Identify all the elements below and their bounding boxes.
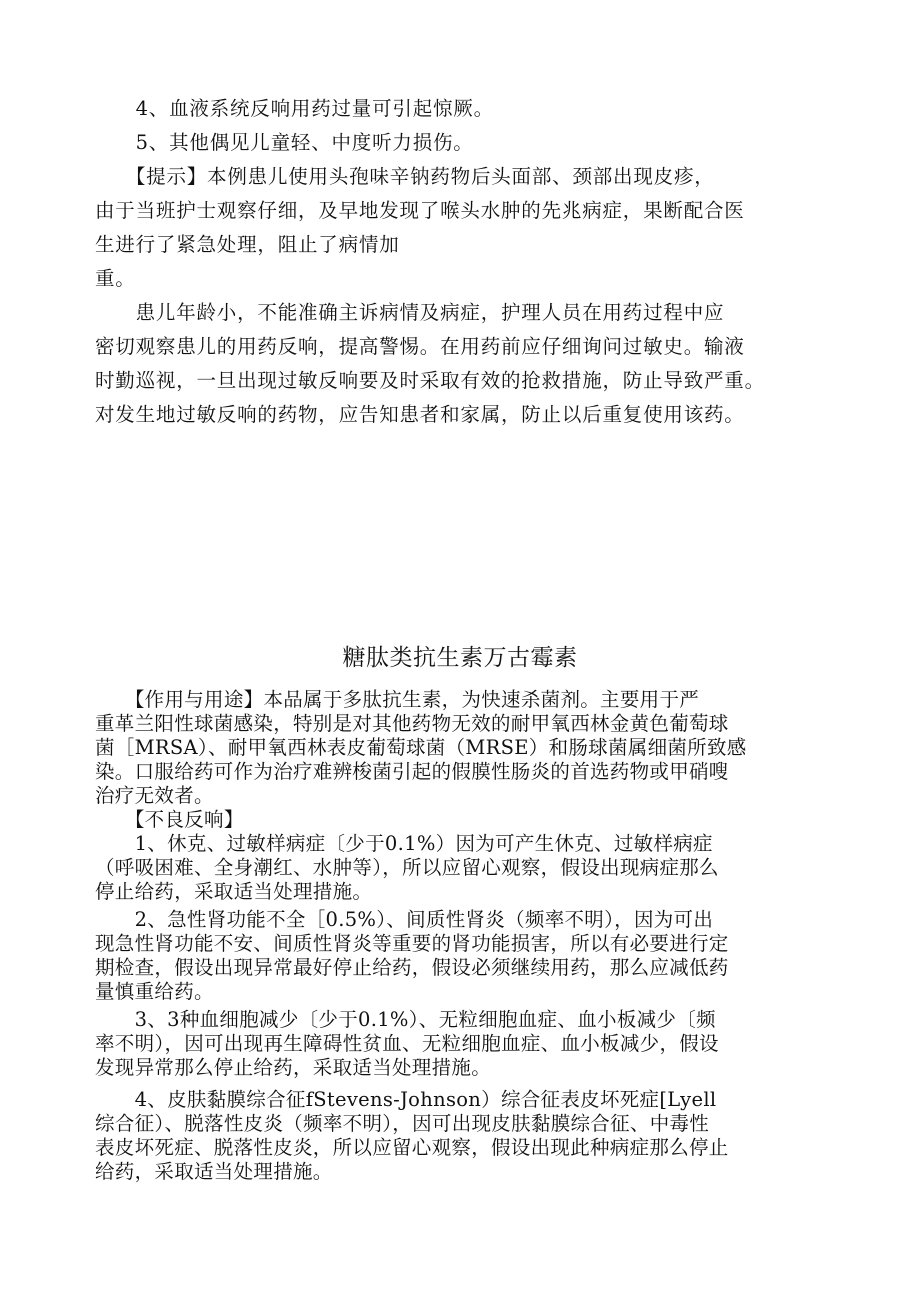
paragraph-line: 【提示】本例患儿使用头孢味辛钠药物后头面部、颈部出现皮疹， — [95, 165, 715, 188]
paragraph-line: 5、其他偶见儿童轻、中度听力损伤。 — [95, 131, 474, 154]
bottom-section — [95, 688, 835, 1184]
paragraph-line: 菌［MRSA）、耐甲氧西林表皮葡萄球菌（MRSE）和肠球菌属细菌所致感 — [95, 736, 747, 759]
paragraph-line: 时勤巡视，一旦出现过敏反响要及时采取有效的抢救措施，防止导致严重。 — [95, 369, 765, 392]
paragraph-line: 现急性肾功能不安、间质性肾炎等重要的肾功能损害，所以有必要进行定 — [95, 932, 729, 955]
paragraph-line: 综合征）、脱落性皮炎（频率不明），因可出现皮肤黏膜综合征、中毒性 — [95, 1112, 710, 1135]
paragraph-line: 给药，采取适当处理措施。 — [95, 1160, 333, 1183]
paragraph-line: 对发生地过敏反响的药物，应告知患者和家属，防止以后重复使用该药。 — [95, 403, 745, 426]
paragraph-line: 期检查，假设出现异常最好停止给药，假设必须继续用药，那么应减低药 — [95, 956, 729, 979]
paragraph-line: 2、急性肾功能不全［0.5%）、间质性肾炎（频率不明），因为可出 — [95, 908, 714, 931]
paragraph-line: 患儿年龄小，不能准确主诉病情及病症，护理人员在用药过程中应 — [95, 301, 725, 324]
paragraph-line: 1、休克、过敏样病症〔少于0.1%）因为可产生休克、过敏样病症 — [95, 832, 713, 855]
paragraph-line: 4、皮肤黏膜综合征fStevens-Johnson）综合征表皮坏死症[Lyell — [95, 1088, 717, 1111]
paragraph-line: 由于当班护士观察仔细，及早地发现了喉头水肿的先兆病症，果断配合医 — [95, 199, 745, 222]
paragraph-line: 染。口服给药可作为治疗难辨梭菌引起的假膜性肠炎的首选药物或甲硝嗖 — [95, 760, 729, 783]
paragraph-line: 停止给药，采取适当处理措施。 — [95, 880, 373, 903]
paragraph-line: （呼吸困难、全身潮红、水肿等），所以应留心观察，假设出现病症那么 — [95, 856, 719, 879]
paragraph-line: 发现异常那么停止给药，采取适当处理措施。 — [95, 1056, 492, 1079]
paragraph-line: 生进行了紧急处理，阻止了病情加 — [95, 233, 400, 256]
paragraph-line: 重。 — [95, 267, 136, 290]
paragraph-line: 量慎重给药。 — [95, 980, 214, 1003]
paragraph-line: 表皮坏死症、脱落性皮炎，所以应留心观察，假设出现此种病症那么停止 — [95, 1136, 729, 1159]
paragraph-line: 【作用与用途】本品属于多肽抗生素，为快速杀菌剂。主要用于严 — [95, 688, 700, 711]
paragraph-line: 治疗无效者。 — [95, 784, 214, 807]
paragraph-line: 密切观察患儿的用药反响，提高警惕。在用药前应仔细询问过敏史。输液 — [95, 335, 745, 358]
section-heading: 【不良反响】 — [95, 808, 244, 831]
spacer — [95, 1080, 835, 1088]
paragraph-line: 3、3种血细胞减少〔少于0.1%）、无粒细胞血症、血小板减少〔频 — [95, 1008, 716, 1031]
top-section — [95, 92, 835, 432]
paragraph-line: 4、血液系统反响用药过量可引起惊厥。 — [95, 97, 494, 120]
paragraph-line: 重革兰阳性球菌感染，特别是对其他药物无效的耐甲氧西林金黄色葡萄球 — [95, 712, 729, 735]
paragraph-line: 率不明），因可出现再生障碍性贫血、无粒细胞血症、血小板减少，假设 — [95, 1032, 719, 1055]
section-title: 糖肽类抗生素万古霉素 — [342, 645, 578, 671]
